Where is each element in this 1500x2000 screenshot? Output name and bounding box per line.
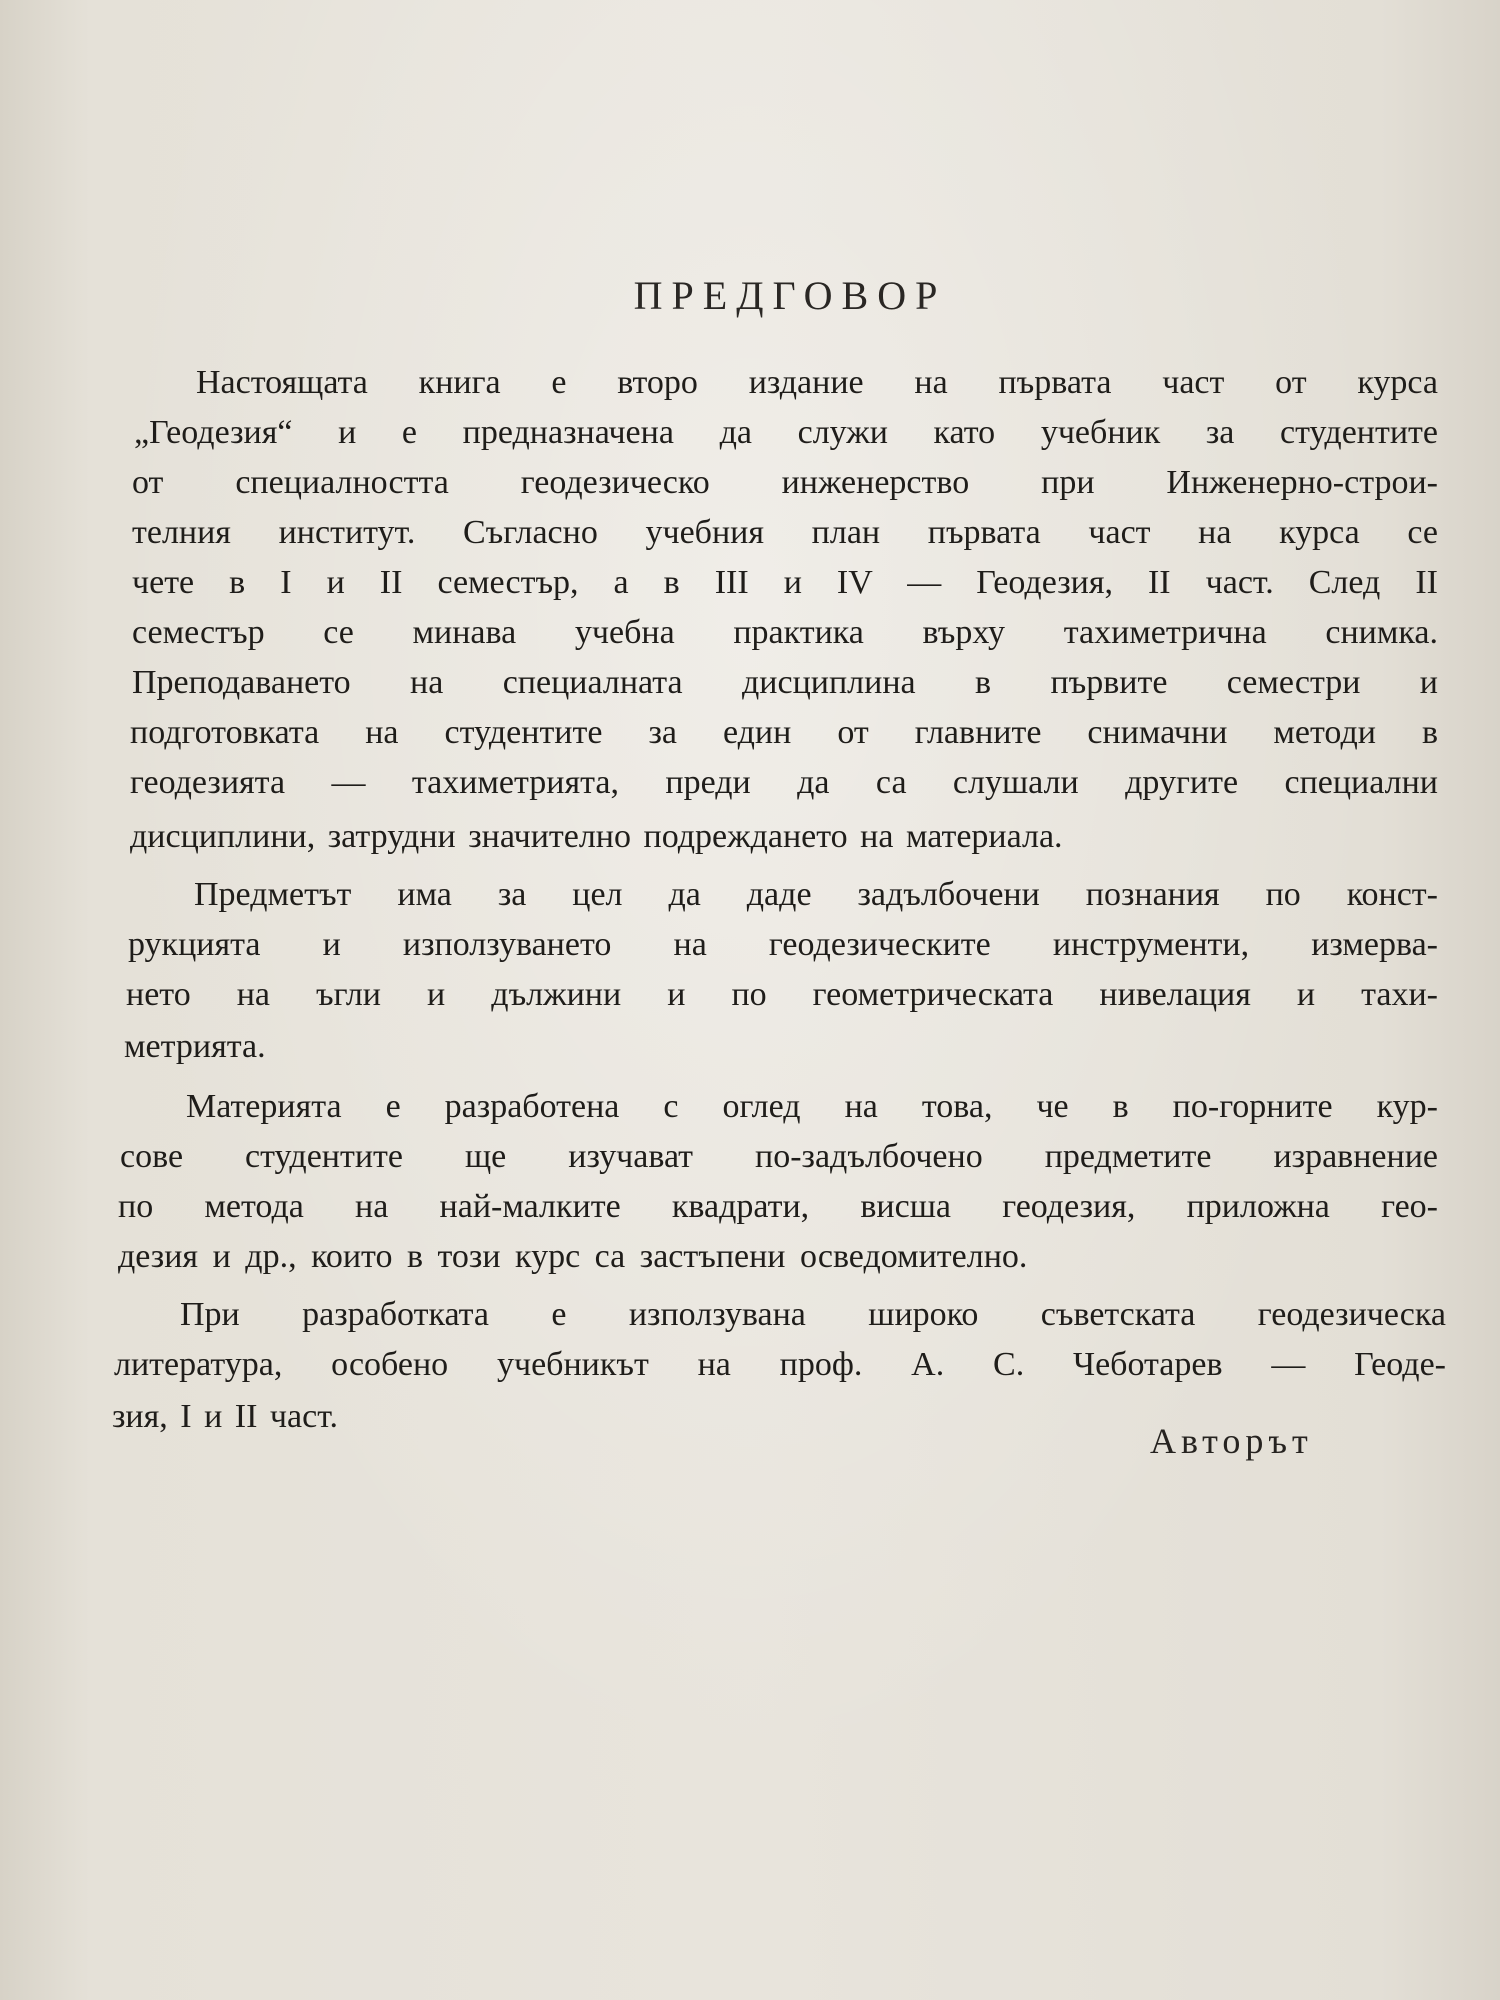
text-line: метрията. [124,1028,266,1065]
text-line: литература, особено учебникът на проф. А. С. Чеботарев — Геоде- [114,1346,1446,1383]
text-line: „Геодезия“ и е предназначена да служи като учебник за студентите [134,414,1438,451]
text-line: чете в I и II семестър, а в III и IV — Геодезия, II част. След II [132,564,1438,601]
text-line: Предметът има за цел да даде задълбочени познания по конст- [194,876,1438,913]
text-line: нето на ъгли и дължини и по геометрическата нивелация и тахи- [126,976,1438,1013]
text-line: дисциплини, затрудни значително подреждането на материала. [130,818,1063,855]
text-line: от специалността геодезическо инженерство при Инженерно-строи- [132,464,1438,501]
text-line: Преподаването на специалната дисциплина в първите семестри и [132,664,1438,701]
text-line: Настоящата книга е второ издание на първата част от курса [196,364,1438,401]
text-line: телния институт. Съгласно учебния план първата част на курса се [132,514,1438,551]
text-line: зия, I и II част. [112,1398,339,1435]
text-line: семестър се минава учебна практика върху тахиметрична снимка. [132,614,1438,651]
text-line: подготовката на студентите за един от главните снимачни методи в [130,714,1438,751]
text-line: При разработката е използувана широко съветската геодезическа [180,1296,1446,1333]
text-line: сове студентите ще изучават по-задълбочено предметите изравнение [120,1138,1438,1175]
text-line: дезия и др., които в този курс са застъпени осведомително. [118,1238,1028,1275]
text-line: геодезията — тахиметрията, преди да са слушали другите специални [130,764,1438,801]
text-line: по метода на най-малките квадрати, висша геодезия, приложна гео- [118,1188,1438,1225]
page-title: ПРЕДГОВОР [633,273,947,318]
text-line: рукцията и използуването на геодезическите инструменти, измерва- [128,926,1438,963]
author-signature: Авторът [1150,1421,1313,1461]
text-line: Материята е разработена с оглед на това, че в по-горните кур- [186,1088,1438,1125]
